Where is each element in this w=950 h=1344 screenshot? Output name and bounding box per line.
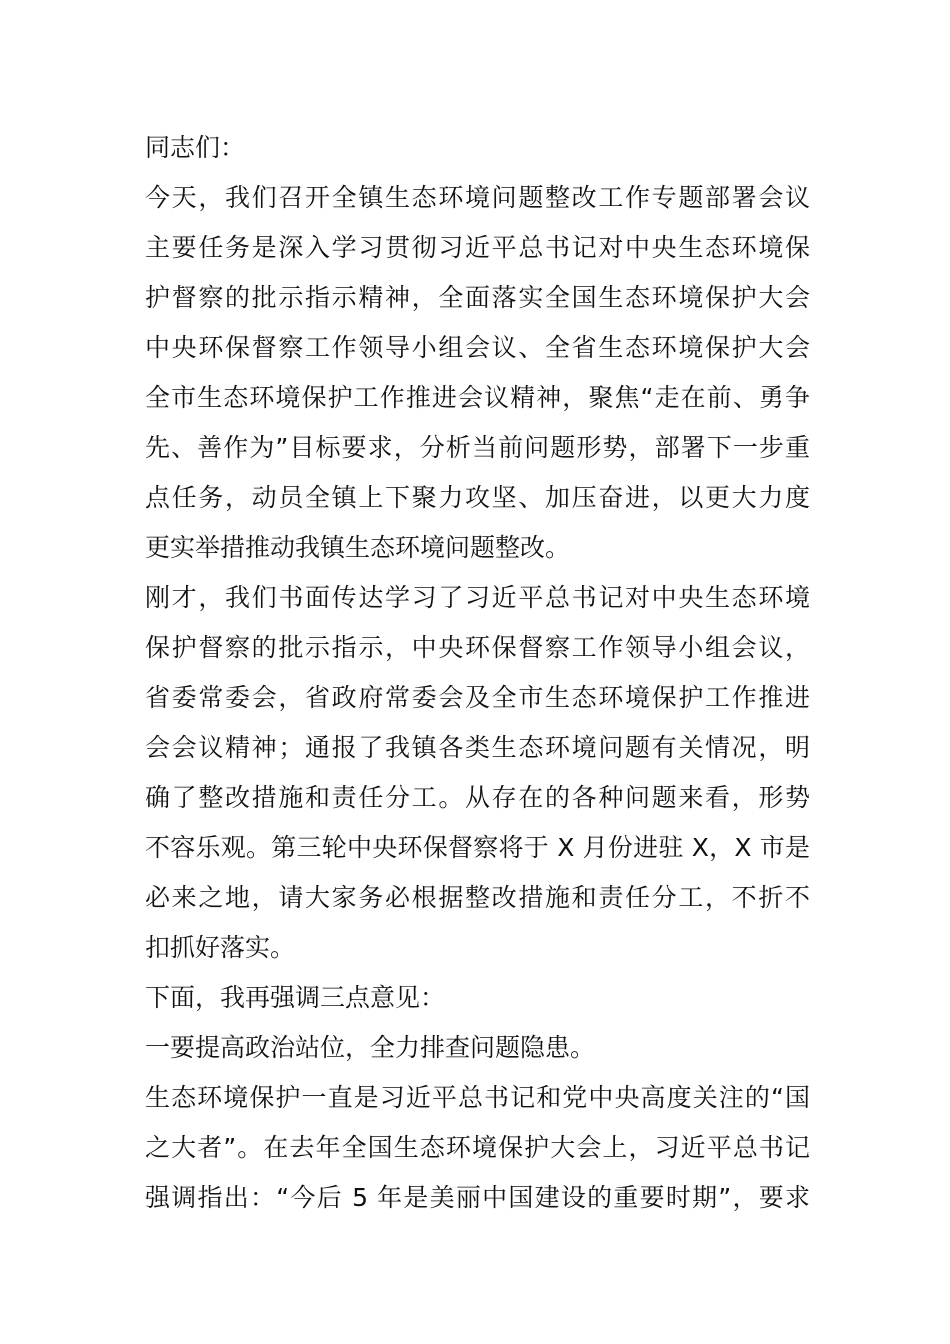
- text-line: 确了整改措施和责任分工。从存在的各种问题来看，形势: [145, 783, 810, 812]
- text-line: 今天，我们召开全镇生态环境问题整改工作专题部署会议: [145, 183, 810, 212]
- text-line: 一要提高政治站位，全力排查问题隐患。: [145, 1033, 596, 1062]
- text-line: 刚才，我们书面传达学习了习近平总书记对中央生态环境: [145, 583, 810, 612]
- text-line: 省委常委会，省政府常委会及全市生态环境保护工作推进: [145, 683, 810, 712]
- text-line: 强调指出：“今后 5 年是美丽中国建设的重要时期”，要求: [145, 1183, 810, 1212]
- text-line: 护督察的批示指示精神，全面落实全国生态环境保护大会: [145, 283, 810, 312]
- text-line: 先、善作为”目标要求，分析当前问题形势，部署下一步重: [145, 433, 810, 462]
- text-line: 生态环境保护一直是习近平总书记和党中央高度关注的“国: [145, 1083, 810, 1112]
- text-line: 点任务，动员全镇上下聚力攻坚、加压奋进，以更大力度: [145, 483, 810, 512]
- text-line: 保护督察的批示指示，中央环保督察工作领导小组会议，: [145, 633, 810, 662]
- text-line: 全市生态环境保护工作推进会议精神，聚焦“走在前、勇争: [145, 383, 810, 412]
- text-line: 同志们：: [145, 133, 246, 162]
- text-line: 更实举措推动我镇生态环境问题整改。: [145, 533, 571, 562]
- text-line: 必来之地，请大家务必根据整改措施和责任分工，不折不: [145, 883, 810, 912]
- text-line: 扣抓好落实。: [145, 933, 296, 962]
- text-line: 中央环保督察工作领导小组会议、全省生态环境保护大会: [145, 333, 810, 362]
- text-line: 不容乐观。第三轮中央环保督察将于 X 月份进驻 X，X 市是: [145, 833, 810, 862]
- text-line: 主要任务是深入学习贯彻习近平总书记对中央生态环境保: [145, 233, 810, 262]
- text-line: 下面，我再强调三点意见：: [145, 983, 446, 1012]
- text-line: 会会议精神；通报了我镇各类生态环境问题有关情况，明: [145, 733, 810, 762]
- text-line: 之大者”。在去年全国生态环境保护大会上，习近平总书记: [145, 1133, 810, 1162]
